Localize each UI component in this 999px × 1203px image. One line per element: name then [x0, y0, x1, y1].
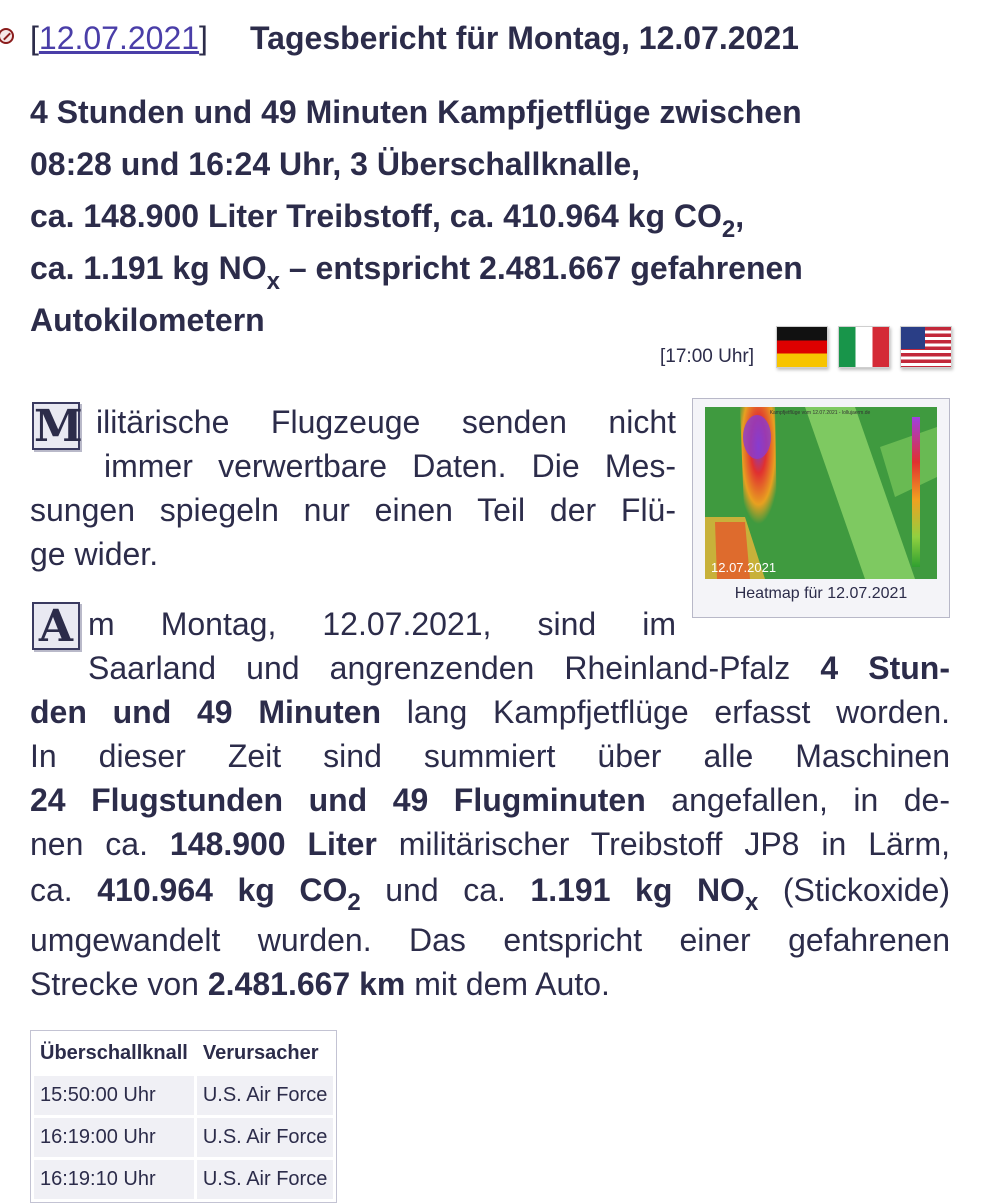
paragraph-line: Strecke von 2.481.667 km mit dem Auto. — [30, 966, 610, 1002]
drop-cap: M — [34, 401, 83, 452]
column-header: Verursacher — [197, 1034, 333, 1073]
heatmap-image[interactable] — [705, 407, 937, 579]
sonic-boom-table — [30, 1030, 337, 1203]
paragraph-line: nen ca. 148.900 Liter militärischer Treibstoff JP8 in Lärm, — [30, 826, 951, 862]
paragraph-line: sungen spiegeln nur einen Teil der Flü- — [30, 492, 676, 528]
table-row — [34, 1076, 333, 1115]
table-cell: U.S. Air Force — [197, 1076, 333, 1115]
drop-cap: A — [32, 602, 80, 650]
heatmap-date: 12.07.2021 — [711, 560, 777, 575]
report-time: [17:00 Uhr] — [660, 346, 754, 367]
bracket-close: ] — [199, 20, 208, 56]
table-cell: 16:19:10 Uhr — [34, 1160, 194, 1199]
bracket-open: [ — [30, 20, 39, 56]
table-row — [34, 1160, 333, 1199]
italian-flag-icon[interactable] — [838, 326, 890, 368]
summary-line: Autokilometern — [30, 302, 265, 338]
table-row — [34, 1118, 333, 1157]
heatmap-caption: Heatmap für 12.07.2021 — [734, 585, 908, 602]
paragraph-line: ge wider. — [30, 536, 159, 572]
table-cell: U.S. Air Force — [197, 1160, 333, 1199]
heatmap-title: Kampfjetflüge vom 12.07.2021 - lollujaerm.de — [769, 410, 871, 416]
paragraph-line: ca. 410.964 kg $CO_2$ und ca. 1.191 kg $NO_x$ (Stickoxide) — [30, 872, 950, 916]
table-cell: 15:50:00 Uhr — [34, 1076, 194, 1115]
summary-line: ca. 148.900 Liter Treibstoff, ca. 410.964 kg $CO_2$, — [30, 198, 745, 243]
paragraph-line: 24 Flugstunden und 49 Flugminuten angefallen, in de- — [30, 782, 950, 818]
table-cell: 16:19:00 Uhr — [34, 1118, 194, 1157]
us-flag-icon[interactable] — [900, 326, 952, 368]
column-header: Überschallknall — [34, 1034, 194, 1073]
paragraph-line: umgewandelt wurden. Das entspricht einer gefahrenen — [30, 922, 950, 958]
table-cell: U.S. Air Force — [197, 1118, 333, 1157]
paragraph-line: immer verwertbare Daten. Die Mes- — [104, 448, 676, 484]
bullet-icon — [0, 28, 14, 44]
summary-line: 08:28 und 16:24 Uhr, 3 Überschallknalle, — [30, 146, 641, 182]
date-link-wrapper — [30, 18, 208, 58]
report-summary — [30, 86, 960, 346]
date-link[interactable]: 12.07.2021 — [38, 20, 200, 56]
summary-line: 4 Stunden und 49 Minuten Kampfjetflüge zwischen — [30, 94, 802, 130]
heatmap-figure[interactable] — [692, 398, 950, 618]
paragraph-line: den und 49 Minuten lang Kampfjetflüge erfasst worden. — [30, 694, 951, 730]
summary-line: ca. 1.191 kg $NO_x$ – entspricht 2.481.667 gefahrenen — [30, 250, 803, 295]
paragraph-line: Saarland und angrenzenden Rheinland-Pfalz 4 Stun- — [88, 650, 951, 686]
page-title: Tagesbericht für Montag, 12.07.2021 — [250, 20, 799, 56]
german-flag-icon[interactable] — [776, 326, 828, 368]
paragraph-line: m Montag, 12.07.2021, sind im — [88, 606, 676, 642]
table-header-row — [34, 1034, 333, 1073]
paragraph-line: ilitärische Flugzeuge senden nicht — [96, 404, 676, 440]
paragraph-line: In dieser Zeit sind summiert über alle Maschinen — [30, 738, 950, 774]
